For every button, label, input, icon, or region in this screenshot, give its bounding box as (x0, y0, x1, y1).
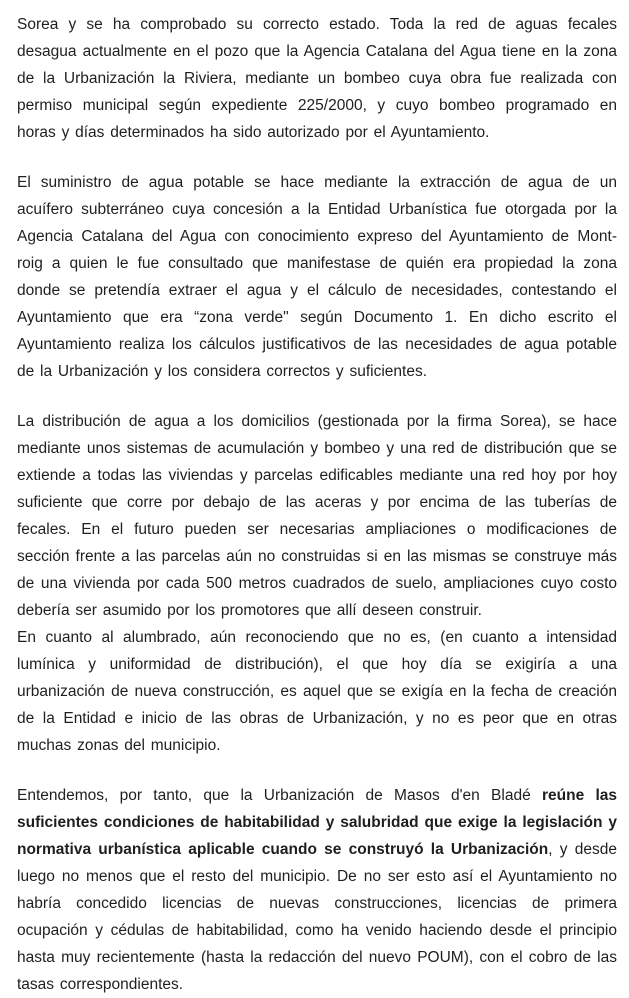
paragraph-text: La distribución de agua a los domicilios (gestionada por la firma Sorea), se hace mediante unos sistemas de acumulación y bombeo y una red de distribución que se extiende a todas las viviendas y parcelas edificables mediante una red hoy por hoy suficiente que corre por debajo de las aceras y por encima de las tuberías de fecales. En el futuro pueden ser necesarias ampliaciones o modificaciones de sección frente a las parcelas aún no construidas si en las mismas se construye más de una vivienda por cada 500 metros cuadrados de suelo, ampliaciones cuyo costo debería ser asumido por los promotores que allí deseen construir. (17, 413, 617, 619)
paragraph-water-supply (17, 169, 617, 385)
paragraph-text: , y desde luego no menos que el resto del municipio. De no ser esto así el Ayuntamiento no habría concedido licencias de nuevas construcciones, licencias de primera ocupación y cédulas de habitabilidad, como ha venido haciendo desde el principio hasta muy recientemente (hasta la redacción del nuevo POUM), con el cobro de las tasas correspondientes. (17, 841, 617, 993)
paragraph-text: Sorea y se ha comprobado su correcto estado. Toda la red de aguas fecales desagua actualmente en el pozo que la Agencia Catalana del Agua tiene en la zona de la Urbanización la Riviera, mediante un bombeo cuya obra fue realizada con permiso municipal según expediente 225/2000, y cuyo bombeo programado en horas y días determinados ha sido autorizado por el Ayuntamiento. (17, 16, 617, 141)
paragraph-text: Entendemos, por tanto, que la Urbanización de Masos d'en Bladé (17, 787, 542, 804)
paragraph-conclusion (17, 782, 617, 998)
paragraph-sewage-network (17, 11, 617, 146)
paragraph-text: En cuanto al alumbrado, aún reconociendo que no es, (en cuanto a intensidad lumínica y uniformidad de distribución), el que hoy día se exigiría a una urbanización de nueva construcción, es aquel que se exigía en la fecha de creación de la Entidad e inicio de las obras de Urbanización, y no es peor que en otras muchas zonas del municipio. (17, 629, 617, 754)
paragraph-street-lighting (17, 624, 617, 759)
paragraph-water-distribution (17, 408, 617, 624)
paragraph-text: El suministro de agua potable se hace mediante la extracción de agua de un acuífero subterráneo cuya concesión a la Entidad Urbanística fue otorgada por la Agencia Catalana del Agua con conocimiento expreso del Ayuntamiento de Mont-roig a quien le fue consultado que manifestase de quién era propiedad la zona donde se pretendía extraer el agua y el cálculo de necesidades, contestando el Ayuntamiento que era “zona verde" según Documento 1. En dicho escrito el Ayuntamiento realiza los cálculos justificativos de las necesidades de agua potable de la Urbanización y los considera correctos y suficientes. (17, 174, 617, 380)
paragraph-text-bold: reúne las suficientes condiciones de habitabilidad y salubridad que exige la legislación y normativa urbanística aplicable cuando se construyó la Urbanización (17, 787, 618, 858)
